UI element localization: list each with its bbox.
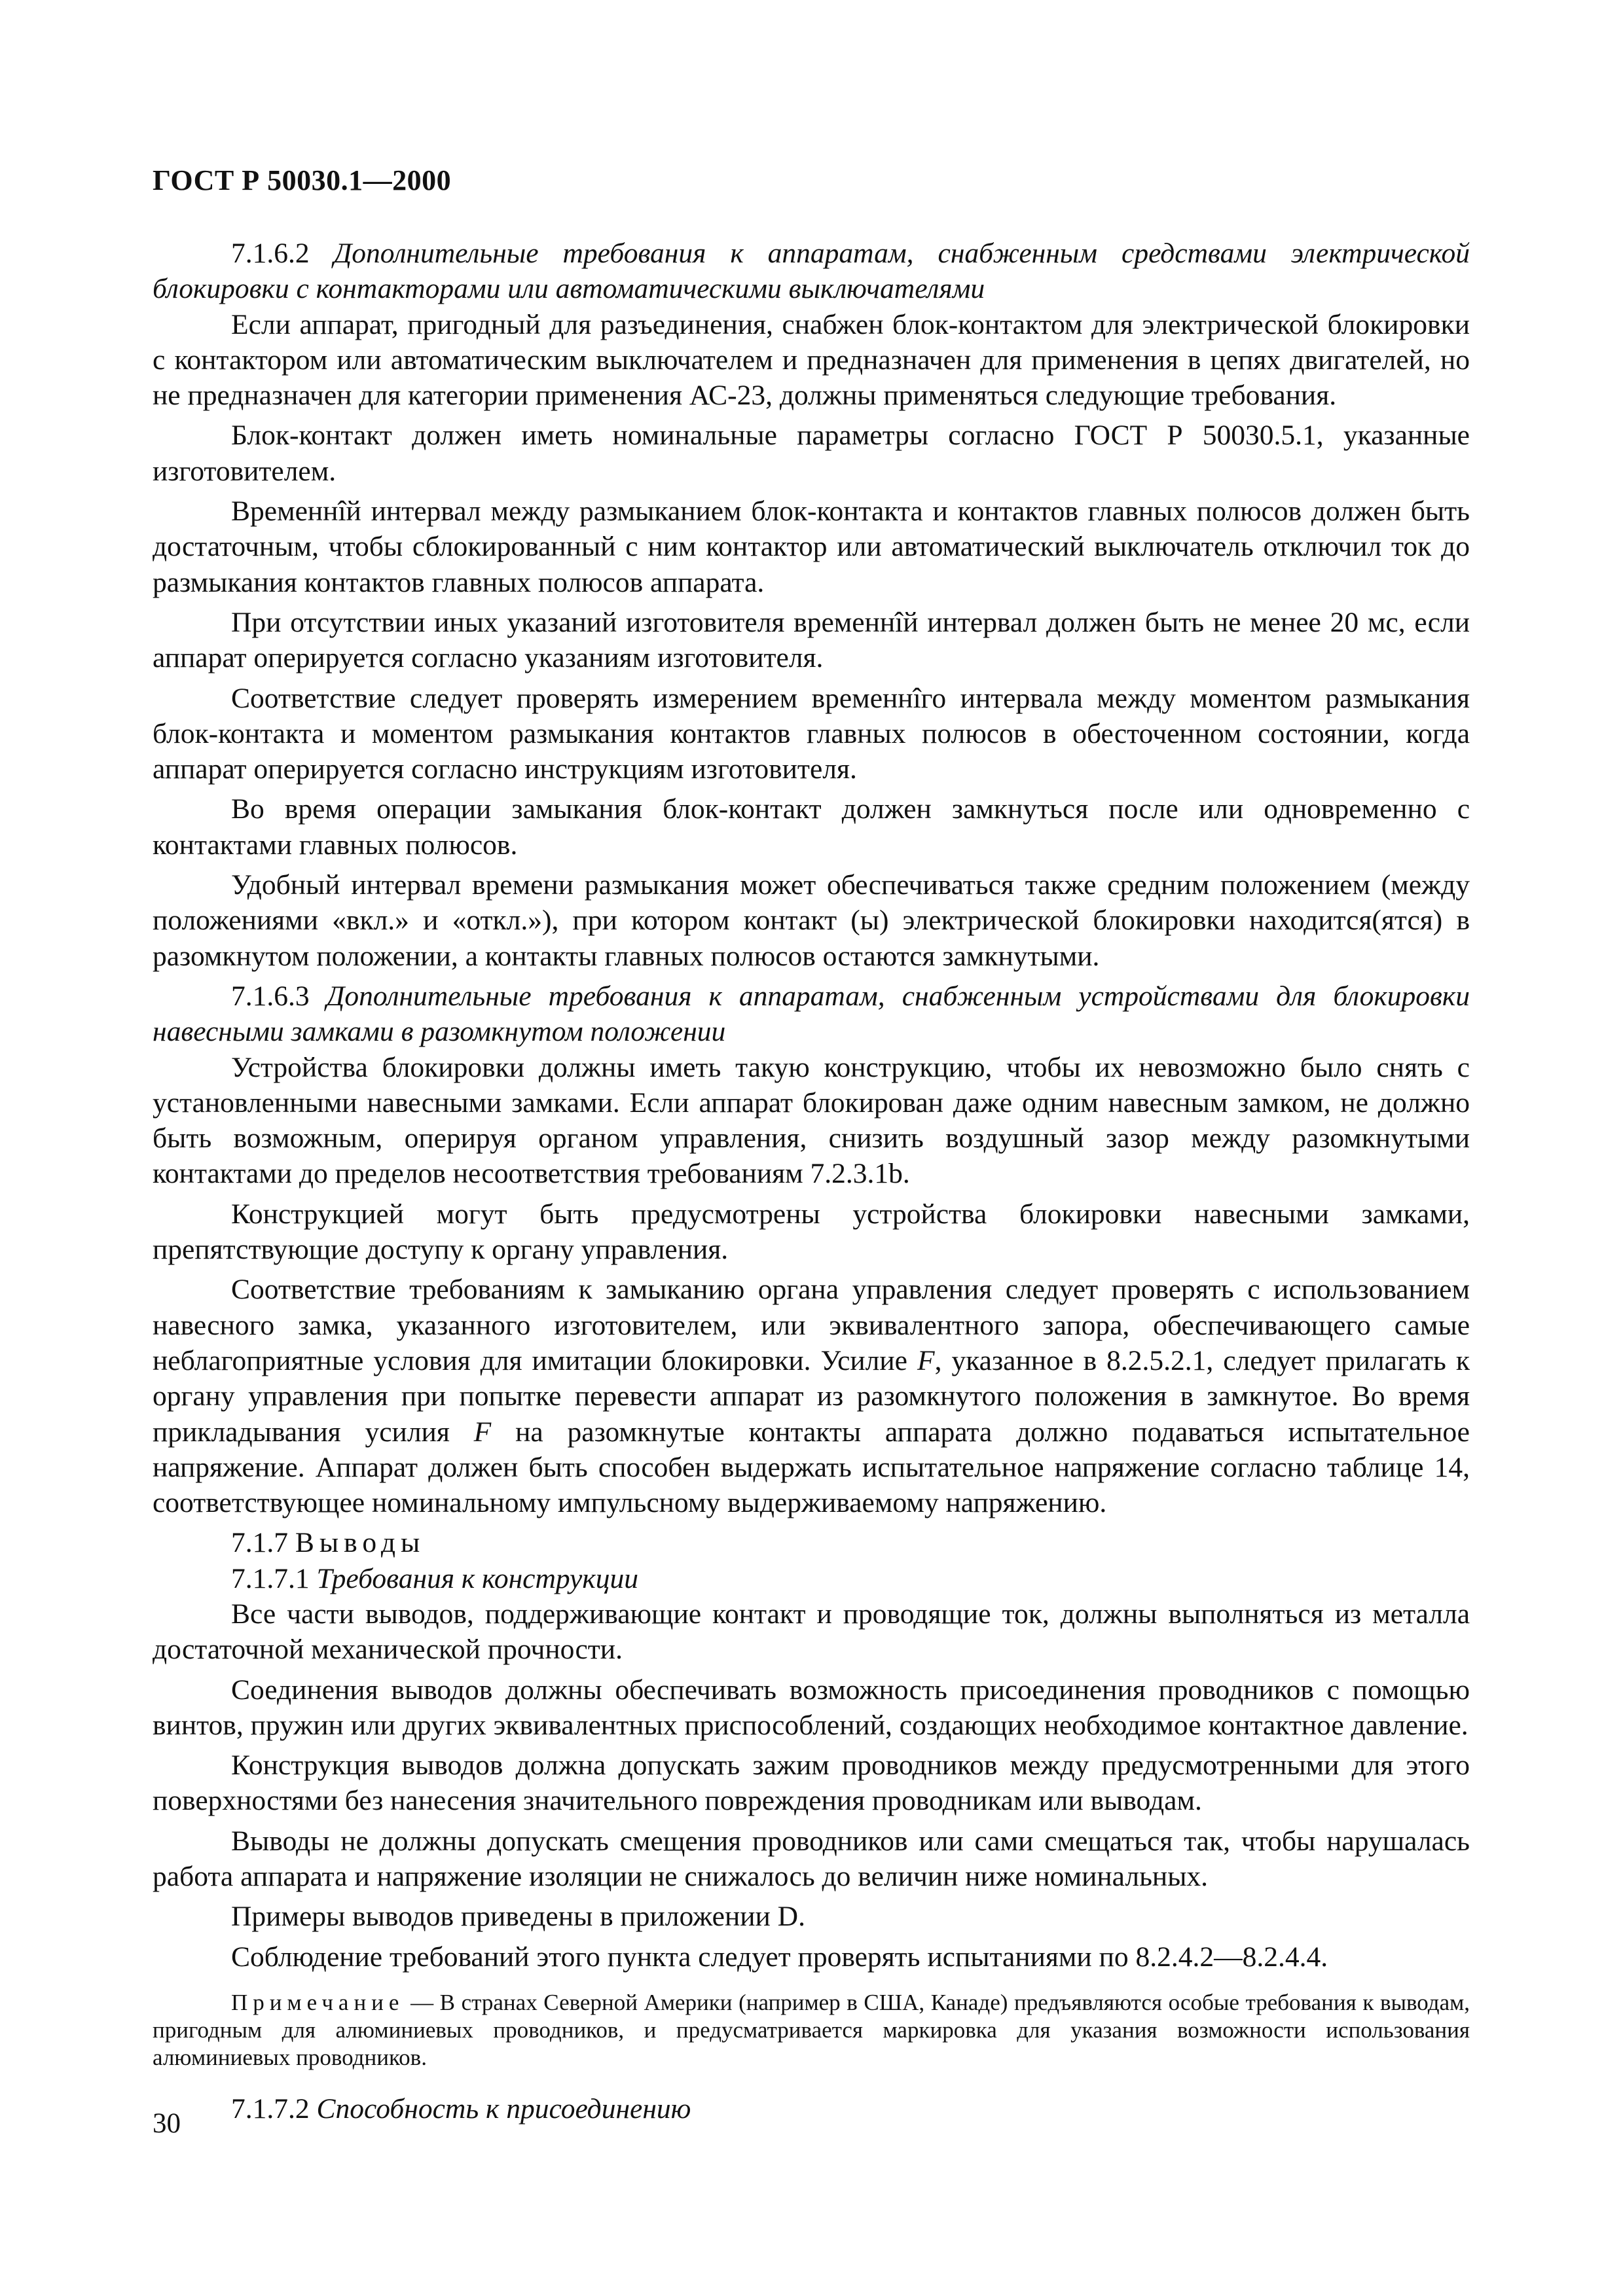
paragraph: Временнîй интервал между размыканием блок-контакта и контактов главных полюсов должен быть достаточным, чтобы сблокированный с ним контактор или автоматический выключатель отключил ток до размыкания контактов главных полюсов аппарата.	[153, 495, 1470, 598]
document-id-header: ГОСТ Р 50030.1—2000	[153, 164, 452, 196]
clause-title: Требования к конструкции	[316, 1562, 638, 1594]
clause-title: Способность к присоединению	[316, 2092, 691, 2125]
paragraph: При отсутствии иных указаний изготовителя временнîй интервал должен быть не менее 20 мс, если аппарат оперируется согласно указаниям изготовителя.	[153, 606, 1470, 674]
document-body	[153, 236, 1470, 2131]
page-number: 30	[153, 2108, 181, 2139]
paragraph: Соблюдение требований этого пункта следует проверять испытаниями по 8.2.4.2—8.2.4.4.	[231, 1941, 1328, 1973]
variable-F: F	[473, 1416, 492, 1448]
paragraph: Конструкция выводов должна допускать зажим проводников между предусмотренными для этого поверхностями без нанесения значительного повреждения проводникам или выводам.	[153, 1749, 1470, 1817]
note-label: Примечание	[231, 1989, 405, 2015]
clause-title: Дополнительные требования к аппаратам, снабженным средствами электрической блокировки с контакторами или автоматическими выключателями	[153, 238, 1470, 305]
clause-number: 7.1.6.3	[231, 980, 327, 1012]
variable-F: F	[917, 1344, 935, 1376]
clause-7-1-6-2-heading	[153, 236, 1470, 307]
paragraph: Блок-контакт должен иметь номинальные параметры согласно ГОСТ Р 50030.5.1, указанные изготовителем.	[153, 420, 1470, 487]
paragraph: Соответствие требованиям к замыканию органа управления следует проверять с использованием навесного замка, указанного изготовителем, или эквивалентного запора, обеспечивающего самые неблагоприятные условия для имитации блокировки. Усилие F, указанное в 8.2.5.2.1, следует прилагать к органу управления при попытке перевести аппарат из разомкнутого положения в замкнутое. Во время прикладывания усилия F на разомкнутые контакты аппарата должно подаваться испытательное напряжение. Аппарат должен быть способен выдержать испытательное напряжение согласно таблице 14, соответствующее номинальному импульсному выдерживаемому напряжению.	[153, 1274, 1470, 1519]
clause-7-1-7-2-heading	[153, 2091, 1470, 2126]
clause-number: 7.1.7.2	[231, 2092, 317, 2125]
clause-title: Дополнительные требования к аппаратам, снабженным устройствами для блокировки навесными замками в разомкнутом положении	[153, 980, 1470, 1048]
paragraph: Соответствие следует проверять измерением временнîго интервала между моментом размыкания блок-контакта и моментом размыкания контактов главных полюсов в обесточенном состоянии, когда аппарат оперируется согласно инструкциям изготовителя.	[153, 682, 1470, 785]
note	[153, 1989, 1470, 2072]
paragraph: Удобный интервал времени размыкания может обеспечиваться также средним положением (между положениями «вкл.» и «откл.»), при котором контакт (ы) электрической блокировки находится(ятся) в разомкнутом положении, а контакты главных полюсов остаются замкнутыми.	[153, 869, 1470, 972]
clause-number: 7.1.7.1	[231, 1562, 317, 1594]
paragraph: Если аппарат, пригодный для разъединения, снабжен блок-контактом для электрической блокировки с контактором или автоматическим выключателем и предназначен для применения в цепях двигателей, но не предназначен для категории применения АС-23, должны применяться следующие требования.	[153, 308, 1470, 412]
clause-number: 7.1.7	[231, 1527, 295, 1559]
clause-7-1-7-heading	[153, 1525, 1470, 1560]
paragraph: Во время операции замыкания блок-контакт должен замкнуться после или одновременно с контактами главных полюсов.	[153, 793, 1470, 861]
paragraph: Примеры выводов приведены в приложении D.	[231, 1901, 805, 1933]
clause-number: 7.1.6.2	[231, 238, 334, 269]
paragraph: Соединения выводов должны обеспечивать возможность присоединения проводников с помощью винтов, пружин или других эквивалентных приспособлений, создающих необходимое контактное давление.	[153, 1674, 1470, 1741]
paragraph: Выводы не должны допускать смещения проводников или сами смещаться так, чтобы нарушалась работа аппарата и напряжение изоляции не снижалось до величин ниже номинальных.	[153, 1825, 1470, 1893]
clause-7-1-7-1-heading	[153, 1561, 1470, 1596]
paragraph: Все части выводов, поддерживающие контакт и проводящие ток, должны выполняться из металла достаточной механической прочности.	[153, 1598, 1470, 1666]
clause-title: Выводы	[295, 1527, 426, 1559]
paragraph: Конструкцией могут быть предусмотрены устройства блокировки навесными замками, препятствующие доступу к органу управления.	[153, 1198, 1470, 1266]
note-text: — В странах Северной Америки (например в США, Канаде) предъявляются особые требования к выводам, пригодным для алюминиевых проводников, и предусматривается маркировка для указания возможности использования алюминиевых проводников.	[153, 1989, 1470, 2070]
paragraph: Устройства блокировки должны иметь такую конструкцию, чтобы их невозможно было снять с установленными навесными замками. Если аппарат блокирован даже одним навесным замком, не должно быть возможным, оперируя органом управления, снизить воздушный зазор между разомкнутыми контактами до пределов несоответствия требованиям 7.2.3.1b.	[153, 1051, 1470, 1190]
clause-7-1-6-3-heading	[153, 978, 1470, 1050]
